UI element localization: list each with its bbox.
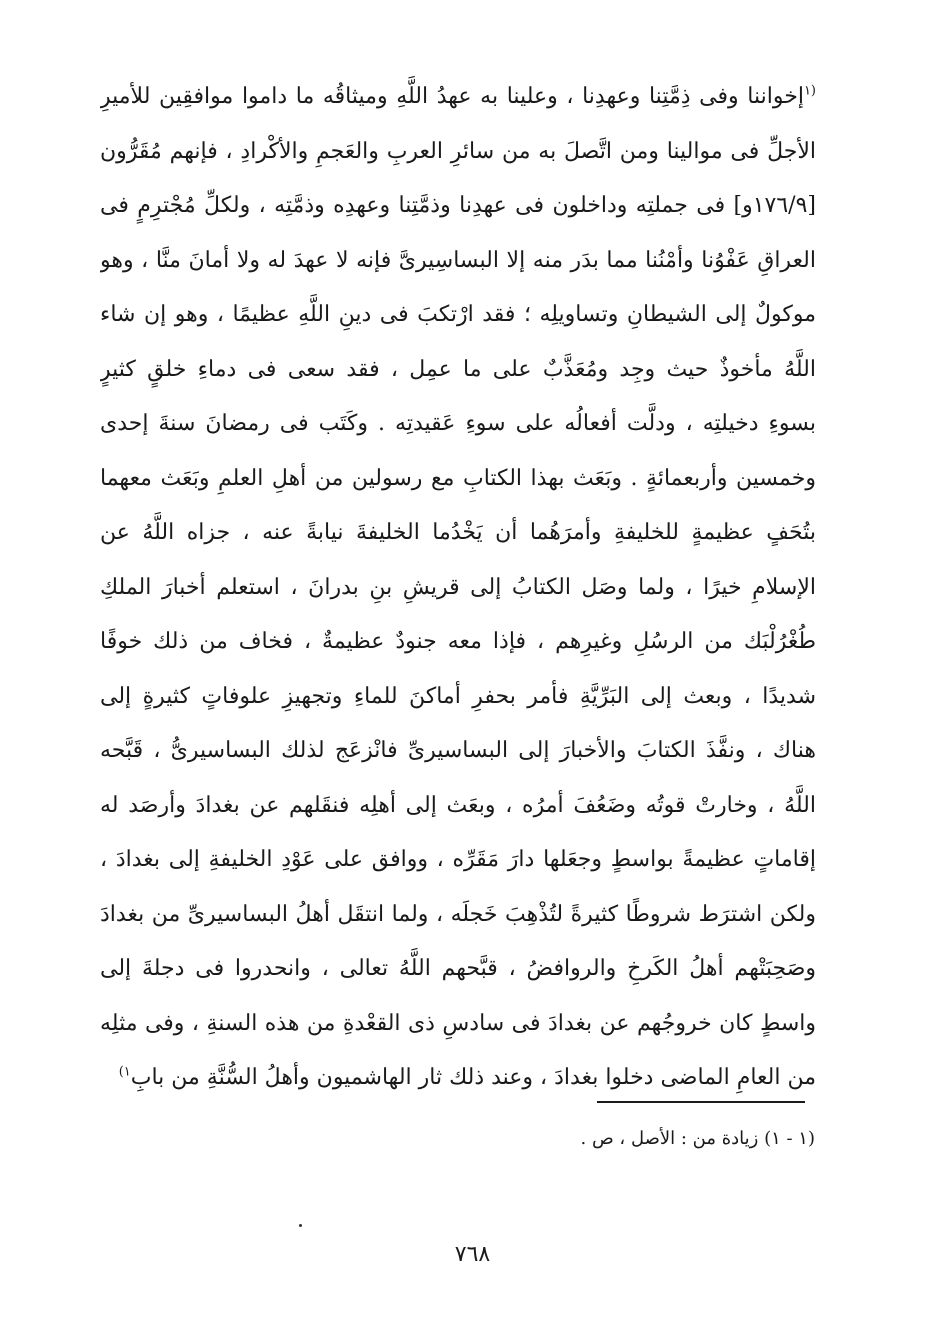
page-number: ٧٦٨ <box>454 1242 491 1267</box>
text-line: بتُحَفٍ عظيمةٍ للخليفةِ وأمرَهُما أن يَخْدُما الخليفةَ نيابةً عنه ، جزاه اللَّهُ عن <box>100 520 816 545</box>
text-line: وخمسين وأربعمائةٍ . وبَعَث بهذا الكتابِ مع رسولين من أهلِ العلمِ وبَعَث معهما <box>100 465 816 491</box>
scan-speck <box>299 1224 302 1227</box>
text-line-content: من العامِ الماضى دخلوا بغدادَ ، وعند ذلك ثار الهاشميون وأهلُ السُّنَّةِ من بابِ <box>130 1065 816 1090</box>
text-line <box>100 70 816 125</box>
text-line: شديدًا ، وبعث إلى البَرِّيَّةِ فأمر بحفرِ أماكنَ للماءِ وتجهيزِ علوفاتٍ كثيرةٍ إلى <box>100 683 816 709</box>
text-line: العراقِ عَفْوُنا وأمْنُنا مما بدَر منه إلا البساسِيرىَّ فإنه لا عهدَ له ولا أمانَ منَّا ، وهو <box>100 247 816 273</box>
text-line: اللَّهُ ، وخارتْ قوتُه وضَعُفَ أمرُه ، وبعَث إلى أهلِه فنقَلهم عن بغدادَ وأرصَد له <box>100 792 816 818</box>
text-line: اللَّهُ مأخوذٌ حيث وجِد ومُعَذَّبٌ على ما عمِل ، فقد سعى فى دماءِ خلقٍ كثيرٍ <box>100 356 816 382</box>
text-line: [١٧٦/٩و] فى جملتِه وداخلون فى عهدِنا وذمَّتِنا وعهدِه وذمَّتِه ، ولكلِّ مُجْترِمٍ فى <box>100 193 816 218</box>
text-line-content: إخواننا وفى ذِمَّتِنا وعهدِنا ، وعلينا به عهدُ اللَّهِ وميثاقُه ما داموا موافقِين للأميرِ <box>100 84 804 109</box>
footnote-separator <box>597 1101 805 1103</box>
text-line: هناك ، ونفَّذَ الكتابَ والأخبارَ إلى البساسيرىِّ فانْزعَج لذلك البساسيرىُّ ، قَبَّحه <box>100 738 816 763</box>
text-line: طُغْرُلْبَك من الرسُلِ وغيرِهم ، فإذا معه جنودٌ عظيمةٌ ، فخاف من ذلك خوفًا <box>100 629 816 654</box>
footnote-marker-open: (١ <box>803 83 816 99</box>
text-line: واسطٍ كان خروجُهم عن بغدادَ فى سادسِ ذى القعْدةِ من هذه السنةِ ، وفى مثلِه <box>100 1010 816 1036</box>
footnote: (١ - ١) زيادة من : الأصل ، ص . <box>580 1128 815 1149</box>
text-line: الأجلِّ فى موالينا ومن اتَّصلَ به من سائرِ العربِ والعَجمِ والأكْرادِ ، فإنهم مُقَرُّون <box>100 138 816 164</box>
text-line: ولكن اشترَط شروطًا كثيرةً لتُذْهِبَ خَجلَه ، ولما انتقَل أهلُ البساسيرىِّ من بغدادَ <box>100 901 816 927</box>
text-line <box>100 1051 816 1106</box>
text-line: الإسلامِ خيرًا ، ولما وصَل الكتابُ إلى قريشِ بنِ بدرانَ ، استعلم أخبارَ الملكِ <box>100 574 816 600</box>
text-line: إقاماتٍ عظيمةً بواسطٍ وجعَلها دارَ مَقَرِّه ، ووافق على عَوْدِ الخليفةِ إلى بغدادَ ، <box>100 847 816 872</box>
text-line: بسوءِ دخيلتِه ، ودلَّت أفعالُه على سوءِ عَقيدتِه . وكَتَب فى رمضانَ سنةَ إحدى <box>100 411 816 436</box>
main-text-block <box>100 70 816 1106</box>
footnote-marker-close: ١) <box>118 1064 131 1080</box>
text-line: وصَحِبَتْهم أهلُ الكَرخِ والروافضُ ، قبَّحهم اللَّهُ تعالى ، وانحدروا فى دجلةَ إلى <box>100 956 816 981</box>
text-line: موكولٌ إلى الشيطانِ وتساويلِه ؛ فقد ارْتكبَ فى دينِ اللَّهِ عظيمًا ، وهو إن شاء <box>100 302 816 327</box>
